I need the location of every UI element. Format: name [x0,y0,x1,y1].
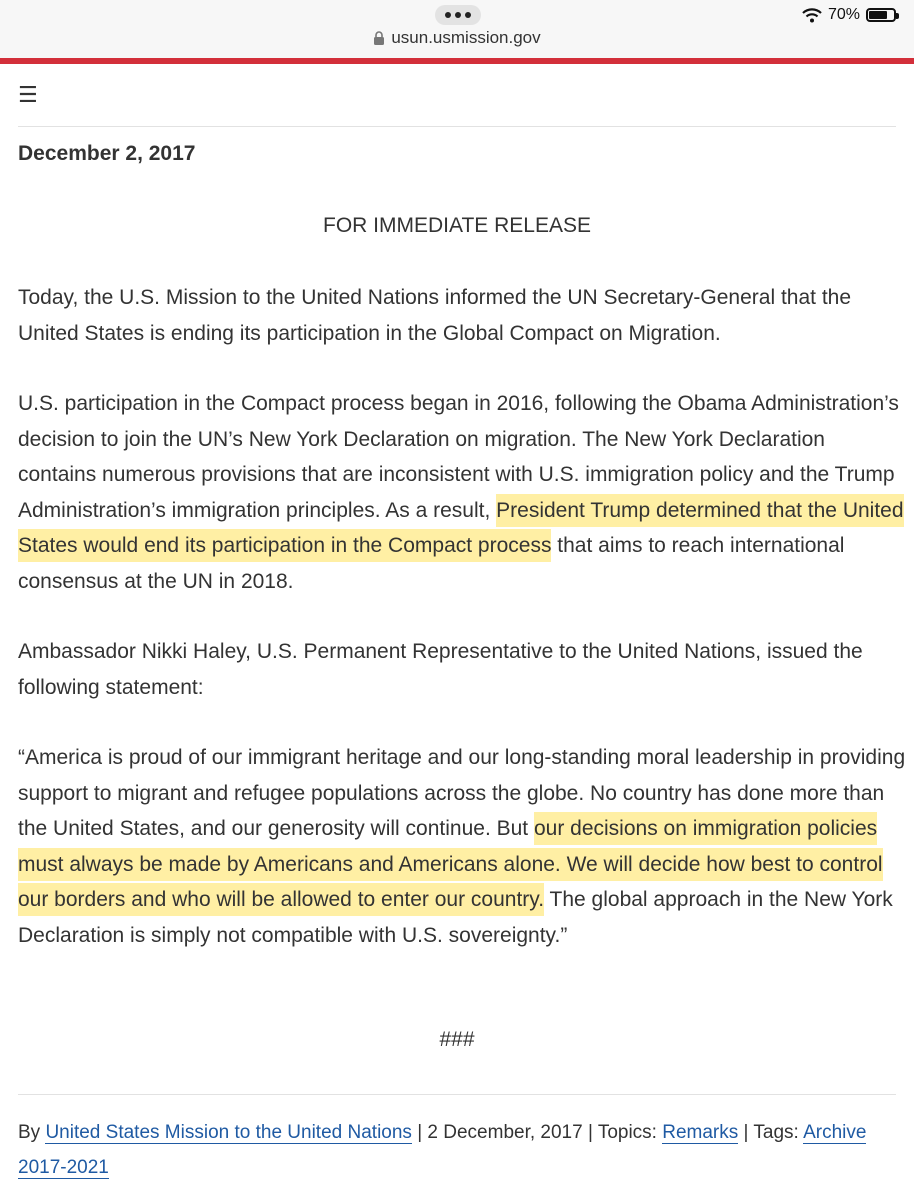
browser-chrome [0,0,914,58]
paragraph-statement [18,740,908,953]
site-header-bar [0,58,914,64]
meta-text: | Tags: [738,1122,804,1143]
hamburger-menu-icon[interactable]: ☰ [18,82,38,107]
divider [18,1094,896,1095]
end-mark: ### [439,1028,475,1051]
tag-link[interactable]: Archive 2017-2021 [18,1122,867,1178]
paragraph-text: The global approach in the New York Declaration is simply not compatible with U.S. sovereignty.” [18,888,893,947]
topic-link[interactable]: Remarks [662,1122,739,1143]
paragraph-background [18,386,908,599]
divider [18,126,896,127]
paragraph-ambassador: Ambassador Nikki Haley, U.S. Permanent Representative to the United Nations, issued the following statement: [18,640,863,699]
article-meta [18,1115,898,1185]
address-bar[interactable] [0,28,914,48]
release-label: FOR IMMEDIATE RELEASE [323,214,591,237]
battery-percent: 70% [827,6,860,23]
by-label: By [18,1122,46,1143]
highlighted-text: our decisions on immigration policies must always be made by Americans and Americans alone. We will decide how best to control our borders and who will be allowed to enter our country. [18,817,883,911]
more-options-icon[interactable] [435,5,481,25]
author-link[interactable]: United States Mission to the United Nations [45,1122,412,1143]
meta-text: | 2 December, 2017 | Topics: [411,1122,663,1143]
battery-icon [866,8,896,22]
url-text: usun.usmission.gov [391,28,541,47]
paragraph-text: “America is proud of our immigrant heritage and our long-standing moral leadership in providing support to migrant and refugee populations across the globe. No country has done more than the United States, and our generosity will continue. But [18,746,906,840]
wifi-icon [802,7,822,23]
article-date: December 2, 2017 [18,142,196,165]
paragraph-intro: Today, the U.S. Mission to the United Nations informed the UN Secretary-General that the United States is ending its participation in the Global Compact on Migration. [18,286,852,345]
paragraph-text: U.S. participation in the Compact process began in 2016, following the Obama Administration’s decision to join the UN’s New York Declaration on migration. The New York Declaration contains numerous provisions that are inconsistent with U.S. immigration policy and the Trump Administration’s immigration principles. As a result, [18,392,899,522]
lock-icon [373,31,385,46]
highlighted-text: President Trump determined that the United States would end its participation in the Compact process [18,498,904,557]
status-bar [802,6,896,24]
paragraph-text: that aims to reach international consensus at the UN in 2018. [18,534,845,593]
